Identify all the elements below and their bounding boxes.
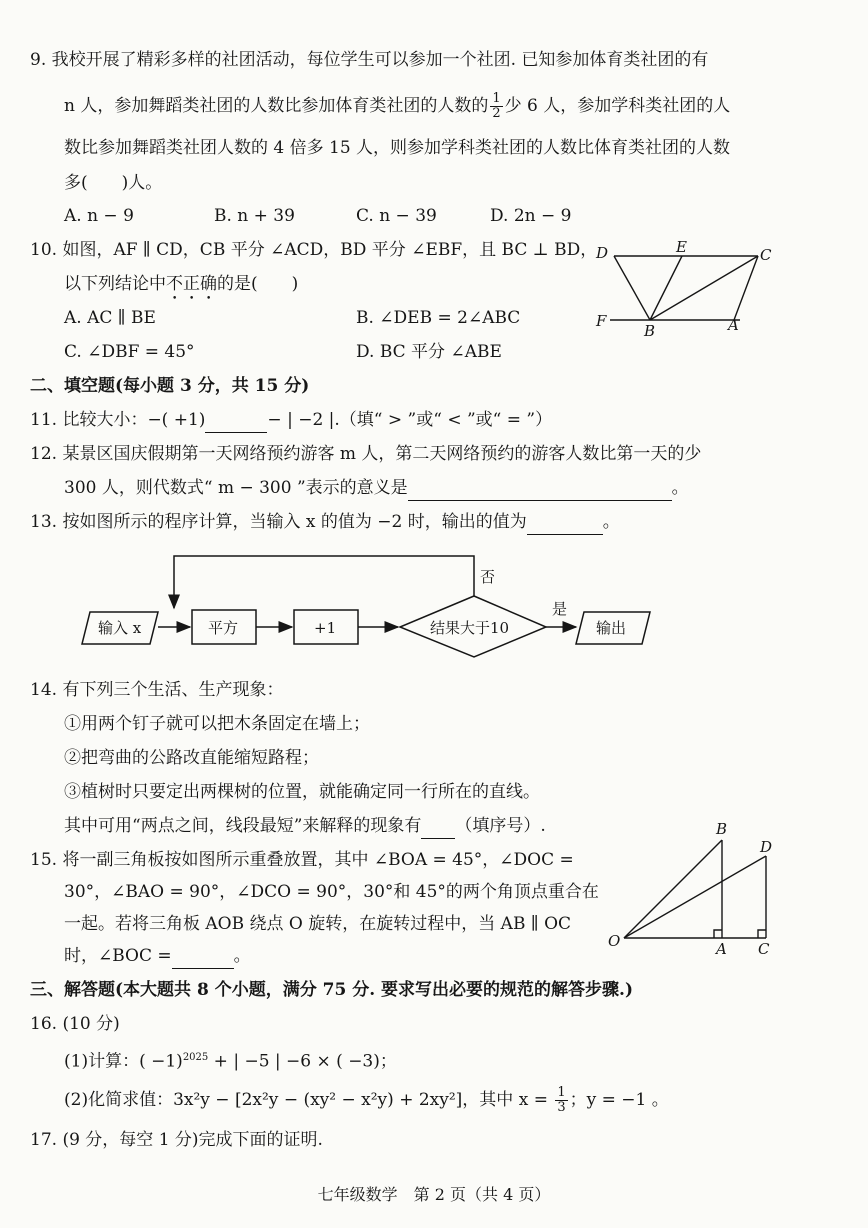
line-ca bbox=[734, 256, 758, 320]
q13-line bbox=[30, 510, 620, 535]
label-a: A bbox=[728, 316, 739, 334]
section-3-heading: 三、解答题(本大题共 8 个小题，满分 75 分. 要求写出必要的规范的解答步骤.) bbox=[30, 980, 634, 1000]
label-c: C bbox=[758, 940, 770, 958]
label-b: B bbox=[716, 820, 728, 838]
q9-frac-den: 2 bbox=[492, 106, 501, 121]
q10-option-c: C. ∠DBF = 45° bbox=[64, 342, 195, 362]
q9-line2 bbox=[64, 92, 730, 121]
q10-line2-b: 的是( ) bbox=[217, 274, 299, 294]
q11 bbox=[30, 408, 552, 433]
q14-line5 bbox=[64, 814, 546, 839]
q9-option-c: C. n − 39 bbox=[356, 206, 437, 226]
q9-option-d: D. 2n − 9 bbox=[490, 206, 572, 226]
q11-a: 11. 比较大小：−( +1) bbox=[30, 410, 206, 430]
q15-line1: 15. 将一副三角板按如图所示重叠放置，其中 ∠BOA = 45°，∠DOC = bbox=[30, 850, 574, 870]
q14-blank bbox=[421, 814, 455, 839]
label-a: A bbox=[716, 940, 727, 958]
q10-option-b: B. ∠DEB = 2∠ABC bbox=[356, 308, 521, 328]
q12-line2 bbox=[64, 476, 689, 501]
flow-square-label: 平方 bbox=[208, 619, 239, 637]
label-d: D bbox=[596, 244, 609, 262]
q11-blank bbox=[205, 408, 267, 433]
q13-text: 13. 按如图所示的程序计算，当输入 x 的值为 −2 时，输出的值为 bbox=[30, 512, 527, 532]
q14-item2: ②把弯曲的公路改直能缩短路程； bbox=[64, 748, 319, 768]
q9-line4: 多( )人。 bbox=[64, 173, 163, 193]
label-e: E bbox=[676, 238, 687, 256]
q15-line2: 30°，∠BAO = 90°，∠DCO = 90°，30°和 45°的两个角顶点重合在 bbox=[64, 882, 599, 902]
q9-option-a: A. n − 9 bbox=[64, 206, 134, 226]
q12-line2-a: 300 人，则代数式“ m − 300 ”表示的意义是 bbox=[64, 478, 408, 498]
q15-figure bbox=[604, 818, 794, 958]
q13-flowchart bbox=[70, 550, 670, 666]
q10-option-d: D. BC 平分 ∠ABE bbox=[356, 342, 502, 362]
page-footer: 七年级数学 第 2 页（共 4 页） bbox=[317, 1185, 551, 1204]
q15-line3: 一起。若将三角板 AOB 绕点 O 旋转，在旋转过程中，当 AB ∥ OC bbox=[64, 914, 572, 934]
label-f: F bbox=[596, 312, 607, 330]
flow-input-label: 输入 x bbox=[98, 619, 142, 637]
q16-part2 bbox=[64, 1086, 669, 1115]
q12-blank bbox=[408, 476, 672, 501]
q15-line4-a: 时，∠BOC = bbox=[64, 946, 172, 966]
q14-item1: ①用两个钉子就可以把木条固定在墙上； bbox=[64, 714, 370, 734]
flow-plus-label: +1 bbox=[314, 619, 337, 637]
label-o: O bbox=[608, 932, 621, 950]
right-angle-c bbox=[758, 930, 766, 938]
flow-output-label: 输出 bbox=[596, 619, 627, 637]
q9-line3: 数比参加舞蹈类社团人数的 4 倍多 15 人，则参加学科类社团的人数比体育类社团的人数 bbox=[64, 138, 731, 158]
label-b: B bbox=[644, 322, 656, 340]
label-d: D bbox=[760, 838, 773, 856]
q10-line2 bbox=[64, 272, 298, 304]
q16-head: 16. (10 分) bbox=[30, 1014, 120, 1034]
q15-line4-b: 。 bbox=[233, 946, 251, 966]
q9-line1: 9. 我校开展了精彩多样的社团活动，每位学生可以参加一个社团. 已知参加体育类社团的有 bbox=[30, 50, 709, 70]
q9-line2-b: 少 6 人，参加学科类社团的人 bbox=[504, 96, 731, 116]
q14-item3: ③植树时只要定出两棵树的位置，就能确定同一行所在的直线。 bbox=[64, 782, 540, 802]
q16-p1-b: + | −5 | −6 × ( −3)； bbox=[208, 1051, 397, 1072]
q13-end: 。 bbox=[602, 512, 620, 532]
q15-line4 bbox=[64, 944, 251, 969]
q14-line1: 14. 有下列三个生活、生产现象： bbox=[30, 680, 284, 700]
flow-cond-label: 结果大于10 bbox=[430, 619, 510, 637]
line-od bbox=[624, 856, 766, 938]
q16-p1-exp: 2025 bbox=[182, 1052, 209, 1063]
q16-frac-num: 1 bbox=[557, 1085, 566, 1100]
line-ob bbox=[624, 840, 722, 938]
q9-frac-num: 1 bbox=[492, 91, 501, 106]
q10-emphasis: 不正确 bbox=[166, 274, 217, 294]
line-db bbox=[614, 256, 650, 320]
q16-fraction bbox=[555, 1086, 567, 1115]
right-angle-a bbox=[714, 930, 722, 938]
q17-line: 17. (9 分，每空 1 分)完成下面的证明. bbox=[30, 1130, 323, 1150]
q10-figure bbox=[590, 236, 780, 340]
q16-p1-a: (1)计算：( −1) bbox=[64, 1051, 183, 1072]
q9-fraction bbox=[490, 92, 502, 121]
q16-p2-a: (2)化简求值：3x²y − [2x²y − (xy² − x²y) + 2xy²]，其中 x = bbox=[64, 1090, 554, 1110]
section-2-heading: 二、填空题(每小题 3 分，共 15 分) bbox=[30, 376, 310, 396]
q9-option-b: B. n + 39 bbox=[214, 206, 295, 226]
q10-line1: 10. 如图，AF ∥ CD，CB 平分 ∠ACD，BD 平分 ∠EBF，且 BC ⊥ BD， bbox=[30, 240, 598, 260]
q9-line2-a: n 人，参加舞蹈类社团的人数比参加体育类社团的人数的 bbox=[64, 96, 489, 116]
q13-blank bbox=[527, 510, 603, 535]
flow-loop-arrow bbox=[174, 556, 474, 608]
flow-no-label: 否 bbox=[480, 568, 496, 586]
q16-p2-b: ；y = −1 。 bbox=[569, 1090, 669, 1110]
flow-yes-label: 是 bbox=[552, 600, 568, 618]
q16-part1 bbox=[64, 1046, 397, 1074]
q16-frac-den: 3 bbox=[557, 1100, 566, 1115]
q10-line2-a: 以下列结论中 bbox=[64, 274, 166, 294]
q11-b: − | −2 |.（填“ > ”或“ < ”或“ = ”） bbox=[267, 410, 553, 430]
q14-line5-a: 其中可用“两点之间，线段最短”来解释的现象有 bbox=[64, 816, 422, 836]
q10-option-a: A. AC ∥ BE bbox=[64, 308, 156, 328]
q12-line2-b: 。 bbox=[671, 478, 689, 498]
q14-line5-b: （填序号）. bbox=[455, 816, 546, 836]
q12-line1: 12. 某景区国庆假期第一天网络预约游客 m 人，第二天网络预约的游客人数比第一天的少 bbox=[30, 444, 702, 464]
q15-blank bbox=[172, 944, 234, 969]
label-c: C bbox=[760, 246, 772, 264]
